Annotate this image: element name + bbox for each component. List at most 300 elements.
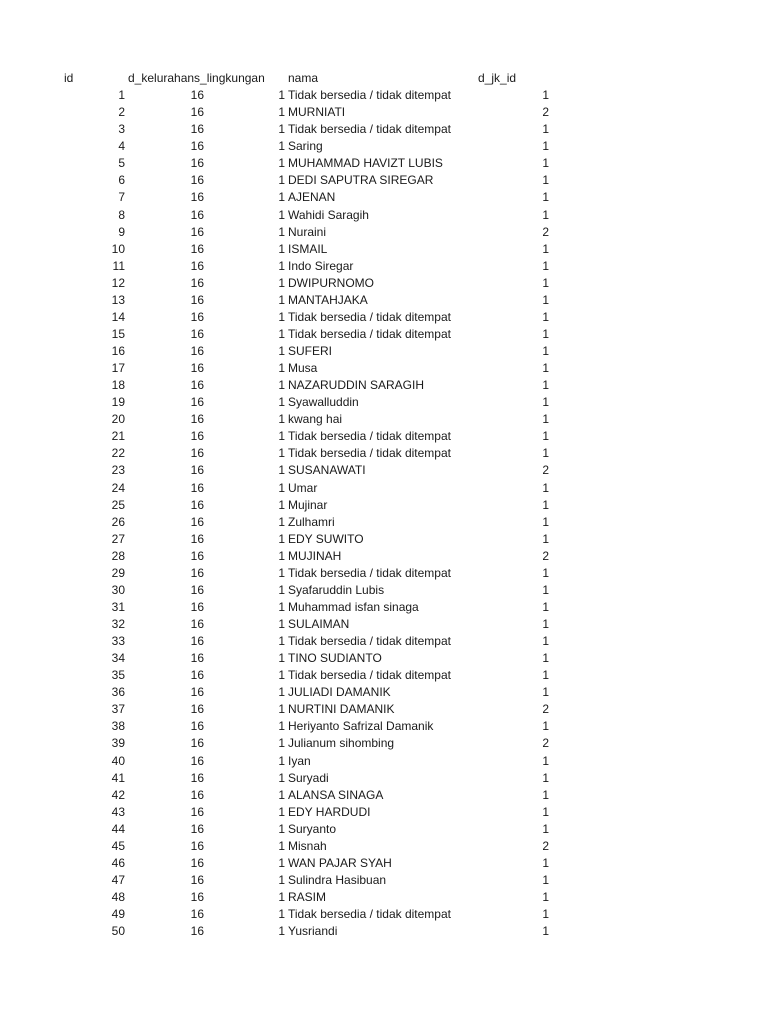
cell-kelurahan: 16 (190, 753, 204, 768)
cell-id: 35 (111, 668, 125, 683)
cell-kelurahan: 16 (190, 565, 204, 580)
cell-kelurahan: 16 (190, 309, 204, 324)
cell-kelurahan: 16 (190, 378, 204, 393)
cell-nama: Yusriandi (288, 924, 338, 939)
cell-lingkungan: 1 (278, 344, 285, 358)
cell-lingkungan: 1 (278, 275, 285, 290)
table-row (0, 855, 768, 872)
cell-id: 41 (111, 770, 125, 785)
table-row (0, 650, 768, 667)
cell-id: 18 (111, 378, 125, 393)
table-row (0, 923, 768, 940)
table-row (0, 872, 768, 889)
cell-nama: MURNIATI (288, 105, 346, 120)
cell-nama: Zulhamri (288, 514, 335, 529)
cell-kelurahan: 16 (190, 634, 204, 649)
cell-nama: AJENAN (288, 190, 336, 205)
cell-jk-id: 1 (542, 634, 549, 649)
table-row (0, 548, 768, 565)
table-row (0, 87, 768, 104)
cell-id: 20 (111, 412, 125, 427)
cell-lingkungan: 1 (278, 326, 285, 341)
cell-lingkungan: 1 (278, 548, 285, 563)
cell-jk-id: 2 (542, 105, 549, 120)
cell-nama: SUFERI (288, 344, 333, 358)
table-row (0, 531, 768, 548)
cell-nama: Tidak bersedia / tidak ditempat (288, 326, 451, 341)
table-row (0, 667, 768, 684)
cell-kelurahan: 16 (190, 361, 204, 376)
table-body (0, 87, 768, 940)
cell-nama: Saring (288, 139, 323, 154)
cell-lingkungan: 1 (278, 804, 285, 819)
cell-jk-id: 1 (542, 156, 549, 171)
cell-jk-id: 1 (542, 514, 549, 529)
cell-jk-id: 1 (542, 617, 549, 631)
cell-kelurahan: 16 (190, 429, 204, 444)
cell-nama: MANTAHJAKA (288, 292, 368, 307)
cell-jk-id: 1 (542, 651, 549, 666)
cell-jk-id: 2 (542, 463, 549, 478)
cell-jk-id: 1 (542, 872, 549, 887)
cell-lingkungan: 1 (278, 787, 285, 802)
cell-id: 22 (111, 446, 125, 461)
table-row (0, 445, 768, 462)
table-row (0, 616, 768, 633)
cell-kelurahan: 16 (190, 907, 204, 922)
cell-kelurahan: 16 (190, 668, 204, 683)
cell-kelurahan: 16 (190, 821, 204, 836)
cell-nama: kwang hai (288, 412, 343, 427)
cell-nama: Muhammad isfan sinaga (288, 599, 419, 614)
cell-nama: SULAIMAN (288, 617, 350, 631)
cell-lingkungan: 1 (278, 719, 285, 734)
table-row (0, 906, 768, 923)
cell-id: 19 (111, 395, 125, 410)
cell-lingkungan: 1 (278, 514, 285, 529)
cell-kelurahan: 16 (190, 617, 204, 631)
cell-id: 6 (118, 173, 125, 188)
cell-jk-id: 1 (542, 190, 549, 205)
cell-nama: Umar (288, 480, 318, 495)
table-row (0, 360, 768, 377)
cell-kelurahan: 16 (190, 344, 204, 358)
cell-kelurahan: 16 (190, 838, 204, 853)
cell-nama: JULIADI DAMANIK (288, 685, 391, 700)
cell-id: 47 (111, 872, 125, 887)
table-row (0, 428, 768, 445)
cell-kelurahan: 16 (190, 463, 204, 478)
cell-lingkungan: 1 (278, 241, 285, 256)
table-row (0, 735, 768, 752)
cell-nama: Mujinar (288, 497, 328, 512)
table-row (0, 684, 768, 701)
cell-kelurahan: 16 (190, 855, 204, 870)
cell-jk-id: 1 (542, 378, 549, 393)
cell-id: 49 (111, 907, 125, 922)
cell-id: 1 (118, 88, 125, 103)
cell-jk-id: 1 (542, 480, 549, 495)
cell-id: 28 (111, 548, 125, 563)
cell-nama: Sulindra Hasibuan (288, 872, 387, 887)
cell-id: 26 (111, 514, 125, 529)
cell-jk-id: 1 (542, 122, 549, 137)
cell-nama: Indo Siregar (288, 258, 354, 273)
cell-nama: NURTINI DAMANIK (288, 702, 395, 717)
cell-lingkungan: 1 (278, 463, 285, 478)
cell-nama: Tidak bersedia / tidak ditempat (288, 309, 451, 324)
cell-id: 12 (111, 275, 125, 290)
cell-nama: Musa (288, 361, 318, 376)
table-row (0, 462, 768, 479)
table-row (0, 411, 768, 428)
cell-nama: Iyan (288, 753, 311, 768)
cell-id: 16 (111, 344, 125, 358)
cell-lingkungan: 1 (278, 855, 285, 870)
cell-nama: RASIM (288, 890, 327, 904)
cell-id: 8 (118, 207, 125, 222)
cell-lingkungan: 1 (278, 309, 285, 324)
cell-lingkungan: 1 (278, 582, 285, 597)
cell-nama: Wahidi Saragih (288, 207, 369, 222)
cell-lingkungan: 1 (278, 122, 285, 137)
cell-nama: Tidak bersedia / tidak ditempat (288, 122, 451, 137)
table-row (0, 480, 768, 497)
cell-id: 29 (111, 565, 125, 580)
cell-kelurahan: 16 (190, 702, 204, 717)
cell-lingkungan: 1 (278, 753, 285, 768)
cell-id: 45 (111, 838, 125, 853)
cell-id: 9 (118, 224, 125, 239)
table-row (0, 514, 768, 531)
table-row (0, 770, 768, 787)
table-row (0, 326, 768, 343)
cell-lingkungan: 1 (278, 224, 285, 239)
cell-lingkungan: 1 (278, 651, 285, 666)
cell-nama: DWIPURNOMO (288, 275, 374, 290)
cell-kelurahan: 16 (190, 190, 204, 205)
cell-jk-id: 2 (542, 702, 549, 717)
cell-lingkungan: 1 (278, 907, 285, 922)
cell-jk-id: 1 (542, 907, 549, 922)
cell-lingkungan: 1 (278, 634, 285, 649)
table-row (0, 207, 768, 224)
header-nama: nama (288, 71, 319, 85)
cell-kelurahan: 16 (190, 292, 204, 307)
cell-nama: Tidak bersedia / tidak ditempat (288, 565, 451, 580)
cell-kelurahan: 16 (190, 685, 204, 700)
cell-id: 43 (111, 804, 125, 819)
table-row (0, 753, 768, 770)
cell-jk-id: 1 (542, 241, 549, 256)
table-row (0, 633, 768, 650)
cell-kelurahan: 16 (190, 139, 204, 154)
cell-id: 24 (111, 480, 125, 495)
cell-kelurahan: 16 (190, 497, 204, 512)
cell-id: 39 (111, 736, 125, 751)
cell-nama: MUJINAH (288, 548, 342, 563)
cell-nama: Tidak bersedia / tidak ditempat (288, 634, 451, 649)
cell-kelurahan: 16 (190, 770, 204, 785)
table-row (0, 718, 768, 735)
table-row (0, 497, 768, 514)
cell-lingkungan: 1 (278, 617, 285, 631)
cell-nama: ISMAIL (288, 241, 328, 256)
cell-lingkungan: 1 (278, 838, 285, 853)
cell-id: 14 (111, 309, 125, 324)
cell-nama: Tidak bersedia / tidak ditempat (288, 446, 451, 461)
cell-jk-id: 1 (542, 139, 549, 154)
cell-jk-id: 1 (542, 582, 549, 597)
cell-lingkungan: 1 (278, 531, 285, 546)
cell-kelurahan: 16 (190, 122, 204, 137)
cell-id: 10 (111, 241, 125, 256)
cell-jk-id: 2 (542, 548, 549, 563)
cell-jk-id: 1 (542, 173, 549, 188)
cell-id: 31 (111, 599, 125, 614)
cell-lingkungan: 1 (278, 770, 285, 785)
cell-kelurahan: 16 (190, 804, 204, 819)
cell-jk-id: 1 (542, 88, 549, 103)
cell-lingkungan: 1 (278, 429, 285, 444)
table-row (0, 241, 768, 258)
cell-jk-id: 1 (542, 753, 549, 768)
cell-lingkungan: 1 (278, 890, 285, 904)
header-id: id (64, 71, 74, 85)
cell-nama: WAN PAJAR SYAH (288, 855, 392, 870)
cell-kelurahan: 16 (190, 105, 204, 120)
cell-id: 36 (111, 685, 125, 700)
cell-kelurahan: 16 (190, 872, 204, 887)
cell-kelurahan: 16 (190, 412, 204, 427)
cell-id: 4 (118, 139, 125, 154)
cell-lingkungan: 1 (278, 924, 285, 939)
cell-jk-id: 1 (542, 668, 549, 683)
cell-jk-id: 1 (542, 326, 549, 341)
table-row (0, 189, 768, 206)
table-row (0, 309, 768, 326)
cell-jk-id: 1 (542, 787, 549, 802)
cell-id: 2 (118, 105, 125, 120)
cell-id: 15 (111, 326, 125, 341)
table-row (0, 804, 768, 821)
cell-lingkungan: 1 (278, 378, 285, 393)
cell-id: 17 (111, 361, 125, 376)
cell-kelurahan: 16 (190, 582, 204, 597)
table-row (0, 292, 768, 309)
cell-kelurahan: 16 (190, 514, 204, 529)
cell-kelurahan: 16 (190, 787, 204, 802)
cell-jk-id: 1 (542, 497, 549, 512)
cell-id: 34 (111, 651, 125, 666)
table-row (0, 343, 768, 360)
cell-id: 33 (111, 634, 125, 649)
cell-nama: Syafaruddin Lubis (288, 582, 385, 597)
cell-id: 48 (111, 890, 125, 904)
cell-nama: SUSANAWATI (288, 463, 366, 478)
cell-jk-id: 1 (542, 309, 549, 324)
cell-kelurahan: 16 (190, 736, 204, 751)
table-row (0, 701, 768, 718)
cell-nama: Suryadi (288, 770, 329, 785)
cell-kelurahan: 16 (190, 173, 204, 188)
cell-jk-id: 1 (542, 565, 549, 580)
cell-jk-id: 2 (542, 736, 549, 751)
cell-id: 40 (111, 753, 125, 768)
table-row (0, 565, 768, 582)
cell-nama: Heriyanto Safrizal Damanik (288, 719, 434, 734)
cell-id: 23 (111, 463, 125, 478)
cell-id: 32 (111, 617, 125, 631)
cell-nama: Tidak bersedia / tidak ditempat (288, 429, 451, 444)
cell-lingkungan: 1 (278, 872, 285, 887)
cell-kelurahan: 16 (190, 480, 204, 495)
table-row (0, 172, 768, 189)
cell-id: 46 (111, 855, 125, 870)
cell-id: 11 (112, 258, 125, 273)
cell-kelurahan: 16 (190, 531, 204, 546)
cell-jk-id: 1 (542, 685, 549, 700)
cell-id: 42 (111, 787, 125, 802)
cell-jk-id: 1 (542, 258, 549, 273)
table-row (0, 377, 768, 394)
cell-lingkungan: 1 (278, 599, 285, 614)
cell-kelurahan: 16 (190, 156, 204, 171)
cell-lingkungan: 1 (278, 139, 285, 154)
cell-jk-id: 1 (542, 890, 549, 904)
table-row (0, 582, 768, 599)
table-row (0, 821, 768, 838)
cell-nama: Tidak bersedia / tidak ditempat (288, 88, 451, 103)
cell-lingkungan: 1 (278, 361, 285, 376)
cell-id: 38 (111, 719, 125, 734)
cell-lingkungan: 1 (278, 480, 285, 495)
cell-nama: Nuraini (288, 224, 327, 239)
cell-lingkungan: 1 (278, 702, 285, 717)
header-kelurahan-lingkungan: d_kelurahans_lingkungan (128, 71, 265, 85)
cell-nama: TINO SUDIANTO (288, 651, 382, 666)
cell-jk-id: 1 (542, 361, 549, 376)
cell-nama: Tidak bersedia / tidak ditempat (288, 907, 451, 922)
table-row (0, 155, 768, 172)
cell-id: 37 (111, 702, 125, 717)
cell-jk-id: 1 (542, 292, 549, 307)
table-row (0, 121, 768, 138)
cell-id: 21 (111, 429, 125, 444)
cell-lingkungan: 1 (278, 207, 285, 222)
table-row (0, 787, 768, 804)
cell-jk-id: 1 (542, 275, 549, 290)
cell-jk-id: 1 (542, 599, 549, 614)
cell-jk-id: 1 (542, 924, 549, 939)
cell-kelurahan: 16 (190, 548, 204, 563)
cell-nama: Julianum sihombing (288, 736, 395, 751)
cell-lingkungan: 1 (278, 395, 285, 410)
cell-jk-id: 1 (542, 855, 549, 870)
cell-jk-id: 2 (542, 838, 549, 853)
cell-lingkungan: 1 (278, 292, 285, 307)
cell-jk-id: 1 (542, 821, 549, 836)
cell-lingkungan: 1 (278, 412, 285, 427)
cell-jk-id: 2 (542, 224, 549, 239)
cell-lingkungan: 1 (278, 105, 285, 120)
cell-jk-id: 1 (542, 344, 549, 358)
cell-id: 5 (118, 156, 125, 171)
cell-nama: DEDI SAPUTRA SIREGAR (288, 173, 434, 188)
cell-lingkungan: 1 (278, 173, 285, 188)
cell-kelurahan: 16 (190, 890, 204, 904)
table-row (0, 138, 768, 155)
table-row (0, 889, 768, 906)
table-row (0, 258, 768, 275)
table-row (0, 394, 768, 411)
cell-nama: EDY HARDUDI (288, 804, 371, 819)
cell-kelurahan: 16 (190, 924, 204, 939)
cell-lingkungan: 1 (278, 685, 285, 700)
cell-nama: Suryanto (288, 821, 337, 836)
cell-jk-id: 1 (542, 412, 549, 427)
cell-nama: NAZARUDDIN SARAGIH (288, 378, 425, 393)
cell-jk-id: 1 (542, 395, 549, 410)
cell-jk-id: 1 (542, 446, 549, 461)
cell-lingkungan: 1 (278, 258, 285, 273)
cell-jk-id: 1 (542, 531, 549, 546)
table-row (0, 275, 768, 292)
cell-nama: EDY SUWITO (288, 531, 364, 546)
cell-kelurahan: 16 (190, 599, 204, 614)
cell-lingkungan: 1 (278, 565, 285, 580)
cell-kelurahan: 16 (190, 651, 204, 666)
cell-lingkungan: 1 (278, 88, 285, 103)
cell-kelurahan: 16 (190, 207, 204, 222)
cell-kelurahan: 16 (190, 719, 204, 734)
cell-nama: Misnah (288, 838, 327, 853)
cell-id: 27 (111, 531, 125, 546)
cell-nama: Syawalluddin (288, 395, 359, 410)
table-row (0, 224, 768, 241)
cell-kelurahan: 16 (190, 275, 204, 290)
cell-lingkungan: 1 (278, 736, 285, 751)
cell-kelurahan: 16 (190, 326, 204, 341)
cell-id: 7 (118, 190, 125, 205)
cell-jk-id: 1 (542, 719, 549, 734)
header-row (0, 70, 768, 87)
cell-lingkungan: 1 (278, 190, 285, 205)
data-sheet (0, 70, 768, 940)
table-row (0, 599, 768, 616)
cell-id: 30 (111, 582, 125, 597)
cell-lingkungan: 1 (278, 668, 285, 683)
cell-nama: MUHAMMAD HAVIZT LUBIS (288, 156, 443, 171)
cell-id: 25 (111, 497, 125, 512)
header-jk-id: d_jk_id (478, 71, 517, 85)
cell-jk-id: 1 (542, 804, 549, 819)
cell-lingkungan: 1 (278, 497, 285, 512)
cell-kelurahan: 16 (190, 88, 204, 103)
cell-lingkungan: 1 (278, 821, 285, 836)
cell-lingkungan: 1 (278, 156, 285, 171)
cell-jk-id: 1 (542, 207, 549, 222)
cell-kelurahan: 16 (190, 446, 204, 461)
cell-nama: ALANSA SINAGA (288, 787, 384, 802)
cell-id: 3 (118, 122, 125, 137)
cell-jk-id: 1 (542, 429, 549, 444)
cell-jk-id: 1 (542, 770, 549, 785)
cell-id: 44 (111, 821, 125, 836)
cell-lingkungan: 1 (278, 446, 285, 461)
cell-id: 13 (111, 292, 125, 307)
cell-kelurahan: 16 (190, 395, 204, 410)
